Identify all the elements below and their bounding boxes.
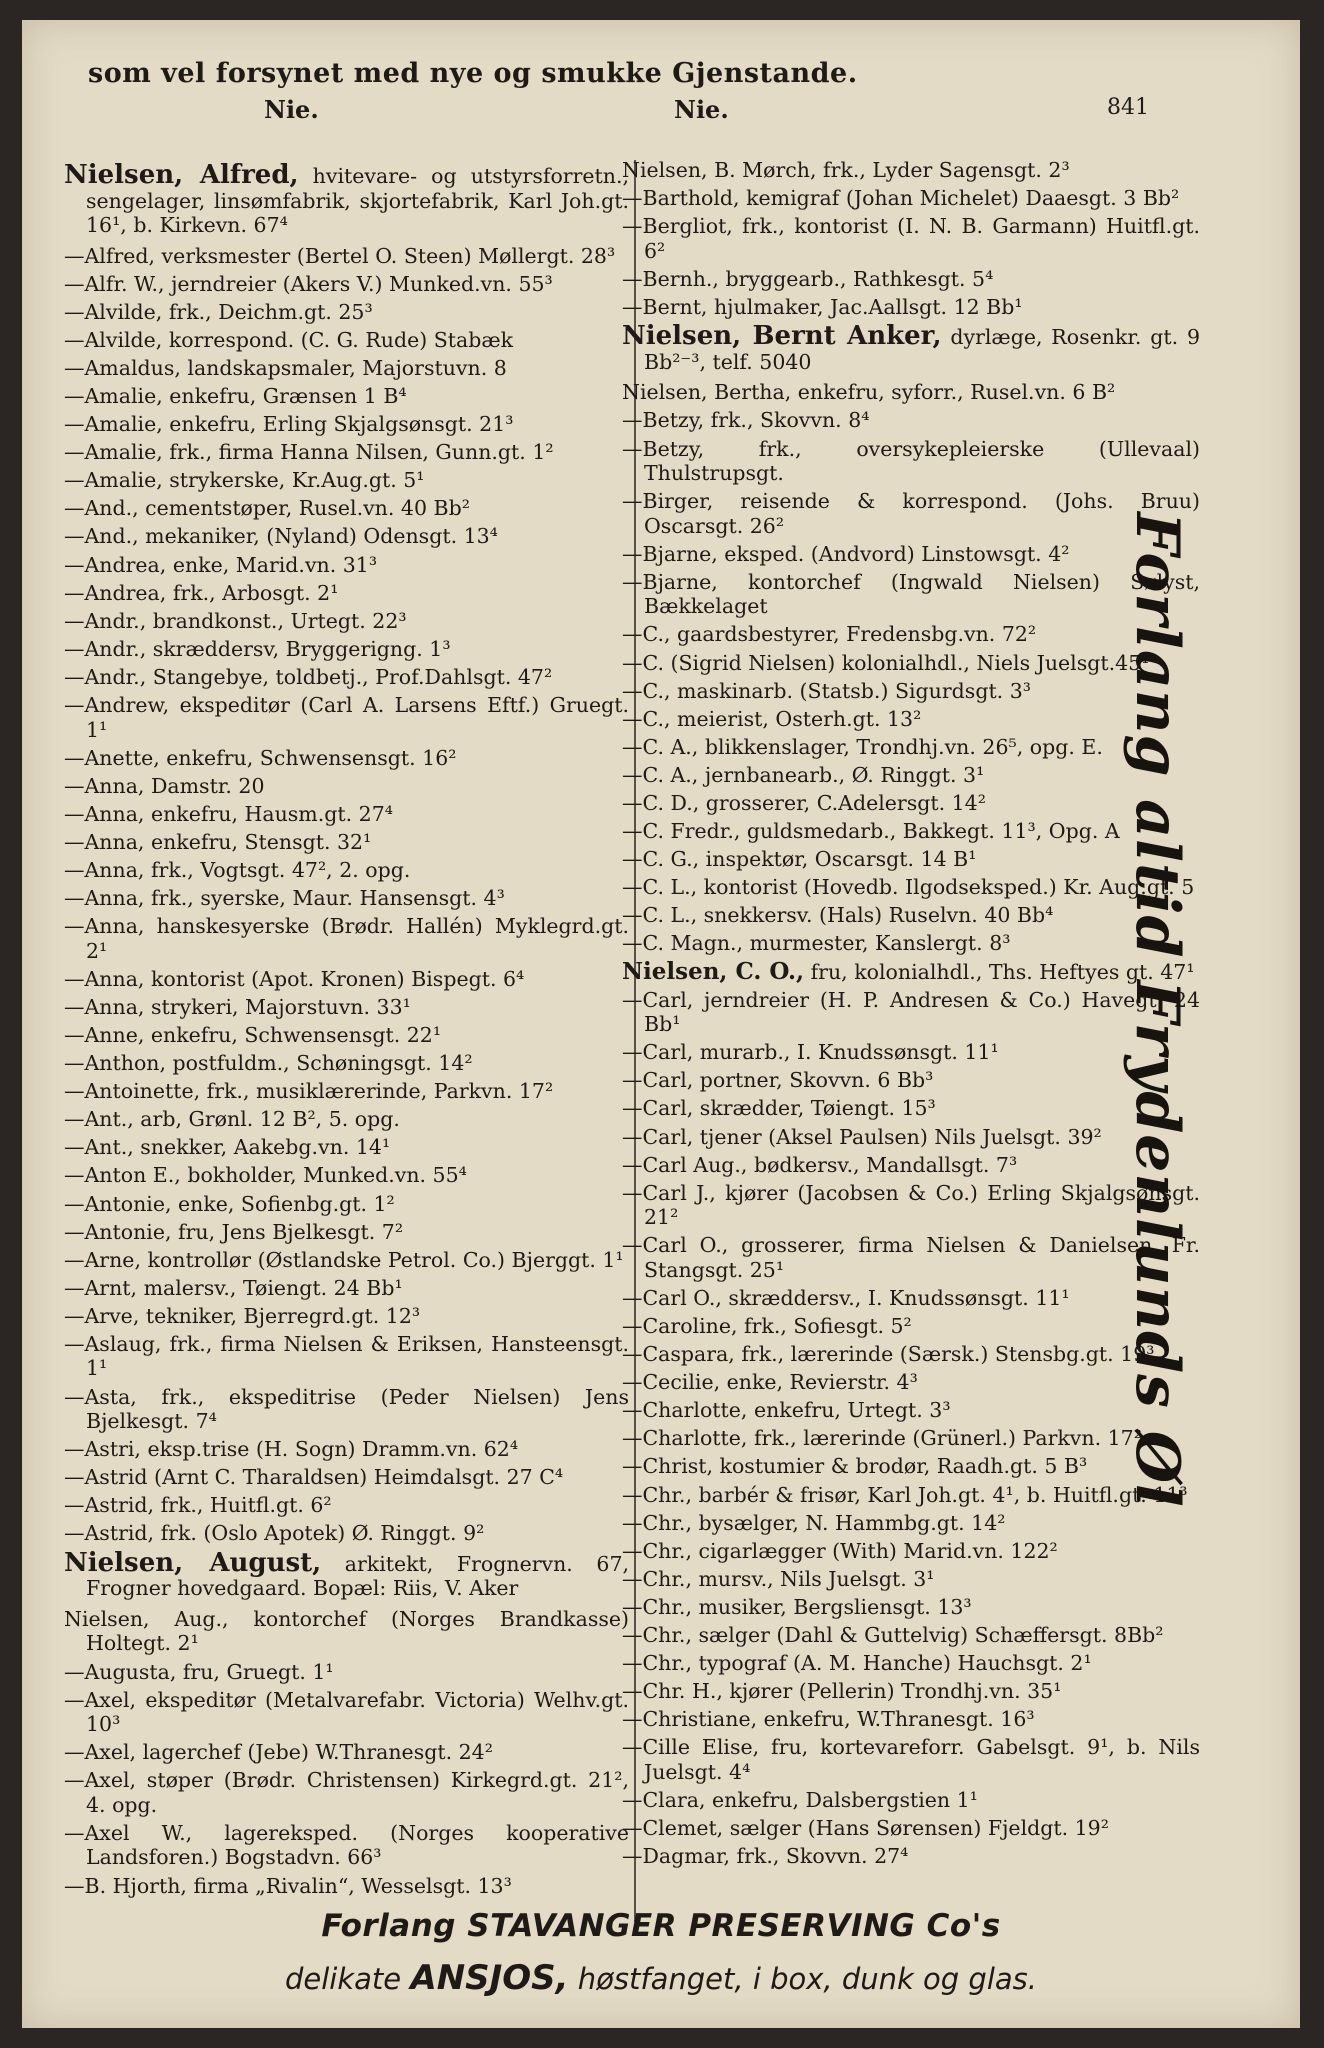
entry-text: —Bernt, hjulmaker, Jac.Aallsgt. 12 Bb¹ [622, 294, 1023, 319]
entry-text: —C. G., inspektør, Oscarsgt. 14 B¹ [622, 847, 977, 872]
directory-entry [622, 437, 1200, 486]
entry-text: —Amaldus, landskapsmaler, Majorstuvn. 8 [64, 355, 507, 380]
entry-text: —C. Magn., murmester, Kanslergt. 8³ [622, 931, 1011, 956]
entry-text: —Axel, ekspeditør (Metalvarefabr. Victoria) Welhv.gt. 10³ [64, 1687, 629, 1737]
directory-entry [622, 931, 1200, 956]
entry-text: —Chr., typograf (A. M. Hanche) Hauchsgt. 2¹ [622, 1651, 1092, 1676]
entry-text: —Andr., skræddersv, Bryggerigng. 1³ [64, 636, 451, 661]
directory-entry [622, 1068, 1200, 1093]
directory-entry [64, 802, 629, 827]
directory-entry [622, 1314, 1200, 1339]
directory-page [22, 20, 1300, 2028]
entry-text: —Alvilde, frk., Deichm.gt. 25³ [64, 299, 373, 324]
entry-text: arkitekt, Frognervn. 67, Frogner hovedgaard. Bopæl: Riis, V. Aker [86, 1551, 630, 1601]
directory-entry [622, 1096, 1200, 1121]
directory-entry [64, 693, 629, 742]
entry-text: Nielsen, Aug., kontorchef (Norges Brandkasse) Holtegt. 2¹ [64, 1606, 629, 1656]
entry-text: —Anna, Damstr. 20 [64, 773, 265, 798]
directory-entry [64, 1220, 629, 1245]
entry-text: —And., cementstøper, Rusel.vn. 40 Bb² [64, 496, 470, 521]
entry-text: —Chr., musiker, Bergsliensgt. 13³ [622, 1594, 972, 1619]
entry-text: —Anna, frk., syerske, Maur. Hansensgt. 4³ [64, 886, 505, 911]
directory-entry [622, 651, 1200, 676]
directory-entry [64, 1547, 630, 1601]
directory-entry [64, 328, 629, 353]
entry-text: —Anna, kontorist (Apot. Kronen) Bispegt. 6⁴ [64, 966, 525, 991]
entry-text: —Andrea, frk., Arbosgt. 2¹ [64, 580, 339, 605]
directory-entry [622, 875, 1200, 900]
entry-text: —C., maskinarb. (Statsb.) Sigurdsgt. 3³ [622, 678, 1031, 703]
entry-text: —Aslaug, frk., firma Nielsen & Eriksen, Hansteensgt. 1¹ [64, 1331, 629, 1381]
bottom-ad-suffix: høstfanget, i box, dunk og glas. [568, 1962, 1037, 1996]
directory-entry [64, 1607, 629, 1656]
entry-text: —Anna, strykeri, Majorstuvn. 33¹ [64, 994, 411, 1019]
directory-entry [64, 384, 629, 409]
directory-entry [622, 819, 1200, 844]
directory-entry [622, 1735, 1200, 1784]
entry-text: —Amalie, enkefru, Erling Skjalgsønsgt. 21³ [64, 412, 514, 437]
directory-entry [622, 1788, 1200, 1813]
directory-entry [622, 1511, 1200, 1536]
bottom-ad-line2 [22, 1958, 1300, 1998]
entry-text: —Axel, støper (Brødr. Christensen) Kirkegrd.gt. 21², 4. opg. [64, 1768, 629, 1817]
directory-entry [622, 158, 1200, 183]
entry-text: —Carl O., skræddersv., I. Knudssønsgt. 11¹ [622, 1285, 1070, 1310]
entry-text: —Anna, enkefru, Stensgt. 32¹ [64, 829, 372, 854]
directory-entry [64, 967, 629, 992]
entry-text: —Astri, eksp.trise (H. Sogn) Dramm.vn. 62⁴ [64, 1437, 519, 1462]
entry-text: —C. L., kontorist (Hovedb. Ilgodseksped.) Kr. Aug.gt. 5 [622, 875, 1195, 900]
entry-text: —Ant., arb, Grønl. 12 B², 5. opg. [64, 1107, 400, 1132]
directory-entry [64, 1163, 629, 1188]
directory-entry [64, 272, 629, 297]
entry-text: —Carl, portner, Skovvn. 6 Bb³ [622, 1068, 934, 1093]
entry-text: dyrlæge, Rosenkr. gt. 9 Bb²⁻³, telf. 5040 [644, 325, 1200, 374]
left-running-head: Nie. [264, 95, 319, 124]
entry-text: —Amalie, frk., firma Hanna Nilsen, Gunn.gt. 1² [64, 440, 554, 465]
directory-entry [64, 1465, 629, 1490]
entry-text: —Astrid, frk., Huitfl.gt. 6² [64, 1493, 332, 1518]
bottom-ad-prefix: delikate [285, 1962, 411, 1996]
entry-text: —And., mekaniker, (Nyland) Odensgt. 13⁴ [64, 524, 498, 549]
entry-text: —C. L., snekkersv. (Hals) Ruselvn. 40 Bb⁴ [622, 903, 1054, 928]
directory-entry [622, 1286, 1200, 1311]
directory-entry [622, 1454, 1200, 1479]
directory-entry [622, 1125, 1200, 1150]
directory-entry [64, 581, 629, 606]
directory-entry [64, 1248, 629, 1273]
entry-text: —B. Hjorth, firma „Rivalin“, Wesselsgt. 13³ [64, 1873, 512, 1898]
entry-text: —Anthon, postfuldm., Schøningsgt. 14² [64, 1051, 473, 1076]
directory-entry [64, 468, 629, 493]
directory-entry [622, 1679, 1200, 1704]
entry-text: —Antonie, enke, Sofienbg.gt. 1² [64, 1191, 395, 1216]
directory-entry [64, 1660, 629, 1685]
directory-entry [64, 914, 629, 963]
entry-text: —Clara, enkefru, Dalsbergstien 1¹ [622, 1788, 978, 1812]
entry-text: —Astrid (Arnt C. Tharaldsen) Heimdalsgt. 27 C⁴ [64, 1465, 564, 1490]
directory-entry [622, 847, 1200, 872]
directory-entry [64, 496, 629, 521]
directory-entry [622, 679, 1200, 704]
entry-text: —Anette, enkefru, Schwensensgt. 16² [64, 745, 457, 770]
directory-entry [64, 440, 629, 465]
directory-entry [622, 542, 1200, 567]
directory-entry [64, 412, 629, 437]
entry-text: —Andr., brandkonst., Urtegt. 22³ [64, 608, 407, 633]
entry-text: —Andrea, enke, Marid.vn. 31³ [64, 552, 378, 577]
directory-entry [622, 570, 1200, 619]
directory-entry [64, 886, 629, 911]
entry-text: —Bergliot, frk., kontorist (I. N. B. Garmann) Huitfl.gt. 6² [622, 214, 1200, 263]
directory-entry [64, 356, 629, 381]
directory-entry [622, 1370, 1200, 1395]
entry-text: —Caroline, frk., Sofiesgt. 5² [622, 1314, 912, 1338]
directory-entry [64, 1768, 629, 1817]
directory-entry [64, 1079, 629, 1104]
left-column [64, 158, 629, 1902]
right-running-head: Nie. [674, 95, 729, 124]
entry-text: —Ant., snekker, Aakebg.vn. 14¹ [64, 1135, 391, 1160]
right-column [622, 158, 1200, 1872]
entry-text: —C. D., grosserer, C.Adelersgt. 14² [622, 791, 986, 815]
entry-text: —Antonie, fru, Jens Bjelkesgt. 7² [64, 1219, 404, 1244]
directory-entry [64, 1874, 629, 1899]
entry-text: —Arne, kontrollør (Østlandske Petrol. Co.) Bjerggt. 1¹ [64, 1247, 624, 1272]
entry-text: —Carl Aug., bødkersv., Mandallsgt. 7³ [622, 1152, 1018, 1177]
entry-text: —Arnt, malersv., Tøiengt. 24 Bb¹ [64, 1275, 403, 1300]
entry-text: —Christiane, enkefru, W.Thranesgt. 16³ [622, 1707, 1035, 1732]
entry-text: —Dagmar, frk., Skovvn. 27⁴ [622, 1844, 909, 1869]
entry-text: —C., gaardsbestyrer, Fredensbg.vn. 72² [622, 622, 1037, 647]
directory-entry [64, 995, 629, 1020]
entry-text: —C., meierist, Osterh.gt. 13² [622, 706, 922, 731]
entry-text: —Anton E., bokholder, Munked.vn. 55⁴ [64, 1163, 467, 1188]
entry-text: Nielsen, Bertha, enkefru, syforr., Rusel.vn. 6 B² [622, 380, 1116, 405]
directory-entry [622, 186, 1200, 211]
directory-entry [622, 408, 1200, 433]
entry-text: —Bernh., bryggearb., Rathkesgt. 5⁴ [622, 266, 994, 291]
entry-text: —C. A., blikkenslager, Trondhj.vn. 26⁵, opg. E. [622, 734, 1103, 759]
entry-text: —Charlotte, enkefru, Urtegt. 3³ [622, 1398, 951, 1423]
directory-entry [622, 1595, 1200, 1620]
entry-text: —Charlotte, frk., lærerinde (Grünerl.) Parkvn. 17² [622, 1426, 1142, 1451]
directory-entry [622, 321, 1200, 374]
entry-text: —Birger, reisende & korrespond. (Johs. Bruu) Oscarsgt. 26² [622, 489, 1200, 538]
entry-text: —Carl, jerndreier (H. P. Andresen & Co.) Havegt. 24 Bb¹ [622, 987, 1200, 1037]
directory-entry [64, 1276, 629, 1301]
directory-entry [64, 1107, 629, 1132]
directory-entry [622, 1844, 1200, 1869]
entry-text: —Anna, frk., Vogtsgt. 47², 2. opg. [64, 857, 411, 882]
directory-entry [64, 609, 629, 634]
bottom-ad-line1: Forlang STAVANGER PRESERVING Co's [321, 1908, 1001, 1944]
entry-text: —Antoinette, frk., musiklærerinde, Parkvn. 17² [64, 1079, 554, 1104]
entry-text: hvitevare- og utstyrsforretn., sengelager, linsømfabrik, skjortefabrik, Karl Joh.gt. 16¹, b. Kirkevn. 67⁴ [86, 164, 629, 237]
directory-entry [622, 1816, 1200, 1841]
entry-text: —Carl, tjener (Aksel Paulsen) Nils Juelsgt. 39² [622, 1124, 1102, 1149]
directory-entry [622, 903, 1200, 928]
entry-text: —Axel W., lagereksped. (Norges kooperative Landsforen.) Bogstadvn. 66³ [64, 1820, 629, 1870]
entry-text: —Astrid, frk. (Oslo Apotek) Ø. Ringgt. 9² [64, 1521, 485, 1546]
directory-entry [622, 707, 1200, 732]
directory-entry [64, 774, 629, 799]
directory-entry [622, 1567, 1200, 1592]
entry-text: —Carl J., kjører (Jacobsen & Co.) Erling Skjalgsønsgt. 21² [622, 1180, 1200, 1230]
page-number: 841 [1107, 95, 1149, 120]
directory-entry [64, 1437, 629, 1462]
entry-text: —Bjarne, kontorchef (Ingwald Nielsen) Sølyst, Bækkelaget [622, 569, 1200, 619]
directory-entry [622, 1623, 1200, 1648]
entry-text: —Chr., barbér & frisør, Karl Joh.gt. 4¹, b. Huitfl.gt. 11³ [622, 1482, 1188, 1507]
directory-entry [64, 858, 629, 883]
entry-text: —Chr., bysælger, N. Hammbg.gt. 14² [622, 1510, 1006, 1535]
directory-entry [622, 1342, 1200, 1367]
directory-entry [622, 1483, 1200, 1508]
entry-text: —Alvilde, korrespond. (C. G. Rude) Stabæk [64, 327, 514, 352]
entry-text: —Cecilie, enke, Revierstr. 4³ [622, 1370, 918, 1395]
directory-entry [64, 1493, 629, 1518]
entry-text: —Caspara, frk., lærerinde (Særsk.) Stensbg.gt. 19³ [622, 1342, 1155, 1367]
directory-entry [64, 1304, 629, 1329]
directory-entry [64, 524, 629, 549]
directory-entry [622, 295, 1200, 320]
directory-entry [622, 1426, 1200, 1451]
entry-text: —C. Fredr., guldsmedarb., Bakkegt. 11³, Opg. A [622, 819, 1120, 844]
entry-text: —Carl, skrædder, Tøiengt. 15³ [622, 1096, 936, 1121]
directory-entry [64, 1521, 629, 1546]
directory-entry [622, 735, 1200, 760]
bottom-ad-ansjos: ANSJOS, [410, 1958, 569, 1998]
entry-text: —Clemet, sælger (Hans Sørensen) Fjeldgt. 19² [622, 1816, 1109, 1841]
entry-text: —C. (Sigrid Nielsen) kolonialhdl., Niels Juelsgt.45¹ [622, 650, 1150, 675]
entry-text: —Cille Elise, fru, kortevareforr. Gabelsgt. 9¹, b. Nils Juelsgt. 4⁴ [622, 1735, 1200, 1784]
directory-entry [64, 830, 629, 855]
vertical-advertisement: Forlang altid Frydenlunds Øl [1122, 512, 1192, 1508]
directory-entry [64, 1385, 629, 1434]
directory-entry [64, 665, 629, 690]
entry-text: —Anne, enkefru, Schwensensgt. 22¹ [64, 1022, 442, 1047]
entry-text: —Arve, tekniker, Bjerregrd.gt. 12³ [64, 1303, 421, 1328]
entry-text: —Barthold, kemigraf (Johan Michelet) Daaesgt. 3 Bb² [622, 186, 1180, 211]
directory-entry [622, 380, 1200, 405]
directory-entry [64, 1740, 629, 1765]
directory-entry [64, 637, 629, 662]
entry-text: —Asta, frk., ekspeditrise (Peder Nielsen) Jens Bjelkesgt. 7⁴ [64, 1384, 629, 1434]
directory-entry [64, 1332, 629, 1381]
directory-entry [622, 267, 1200, 292]
entry-text: —Chr., cigarlægger (With) Marid.vn. 122² [622, 1538, 1058, 1563]
entry-text: —Alfr. W., jerndreier (Akers V.) Munked.vn. 55³ [64, 271, 553, 296]
entry-text: Nielsen, B. Mørch, frk., Lyder Sagensgt. 2³ [622, 158, 1070, 182]
directory-entry [622, 1539, 1200, 1564]
directory-entry [64, 300, 629, 325]
directory-entry [622, 791, 1200, 816]
directory-entry [64, 160, 629, 238]
entry-text: —Augusta, fru, Gruegt. 1¹ [64, 1659, 334, 1684]
directory-entry [622, 214, 1200, 263]
entry-text: —Chr., sælger (Dahl & Guttelvig) Schæffersgt. 8Bb² [622, 1623, 1164, 1648]
entry-text: —Anna, hanskesyerske (Brødr. Hallén) Myklegrd.gt. 2¹ [64, 914, 629, 963]
directory-entry [64, 1688, 629, 1737]
directory-entry [622, 489, 1200, 538]
directory-entry [622, 1707, 1200, 1732]
directory-entry [64, 1821, 629, 1870]
directory-entry [64, 1051, 629, 1076]
entry-text: —Bjarne, eksped. (Andvord) Linstowsgt. 4² [622, 541, 1070, 566]
directory-entry [64, 244, 629, 269]
entry-name: Nielsen, C. O., [622, 957, 805, 985]
entry-text: —Amalie, strykerske, Kr.Aug.gt. 5¹ [64, 468, 425, 493]
directory-entry [64, 746, 629, 771]
directory-entry [622, 1651, 1200, 1676]
entry-text: —Amalie, enkefru, Grænsen 1 B⁴ [64, 383, 407, 408]
entry-text: —Christ, kostumier & brodør, Raadh.gt. 5 B³ [622, 1454, 1088, 1479]
entry-text: —Betzy, frk., Skovvn. 8⁴ [622, 408, 870, 433]
entry-text: —Carl, murarb., I. Knudssønsgt. 11¹ [622, 1040, 999, 1065]
directory-entry [64, 1192, 629, 1217]
entry-text: —Betzy, frk., oversykepleierske (Ullevaal) Thulstrupsgt. [622, 436, 1200, 486]
directory-entry [622, 1153, 1200, 1178]
directory-entry [64, 553, 629, 578]
entry-text: —Chr. H., kjører (Pellerin) Trondhj.vn. 35¹ [622, 1679, 1062, 1704]
entry-text: —C. A., jernbanearb., Ø. Ringgt. 3¹ [622, 762, 985, 787]
entry-text: —Anna, enkefru, Hausm.gt. 27⁴ [64, 801, 393, 826]
directory-entry [622, 1040, 1200, 1065]
header-slogan: som vel forsynet med nye og smukke Gjenstande. [88, 58, 858, 89]
entry-text: —Andrew, ekspeditør (Carl A. Larsens Eftf.) Gruegt. 1¹ [64, 693, 629, 742]
entry-text: —Alfred, verksmester (Bertel O. Steen) Møllergt. 28³ [64, 243, 616, 268]
entry-text: —Carl O., grosserer, firma Nielsen & Danielsen, Fr. Stangsgt. 25¹ [622, 1233, 1200, 1282]
directory-entry [622, 1398, 1200, 1423]
directory-entry [622, 988, 1200, 1037]
entry-name: Nielsen, Alfred, [64, 160, 299, 190]
directory-entry [64, 1023, 629, 1048]
entry-text: —Chr., mursv., Nils Juelsgt. 3¹ [622, 1566, 935, 1591]
entry-text: fru, kolonialhdl., Ths. Heftyes gt. 47¹ [804, 959, 1195, 984]
directory-entry [622, 622, 1200, 647]
entry-name: Nielsen, Bernt Anker, [622, 321, 942, 352]
directory-entry [622, 1233, 1200, 1282]
entry-name: Nielsen, August, [64, 1547, 322, 1578]
directory-entry [622, 763, 1200, 788]
directory-entry [622, 957, 1200, 985]
directory-entry [64, 1135, 629, 1160]
entry-text: —Axel, lagerchef (Jebe) W.Thranesgt. 24² [64, 1740, 493, 1765]
directory-entry [622, 1181, 1200, 1230]
entry-text: —Andr., Stangebye, toldbetj., Prof.Dahlsgt. 47² [64, 664, 553, 689]
